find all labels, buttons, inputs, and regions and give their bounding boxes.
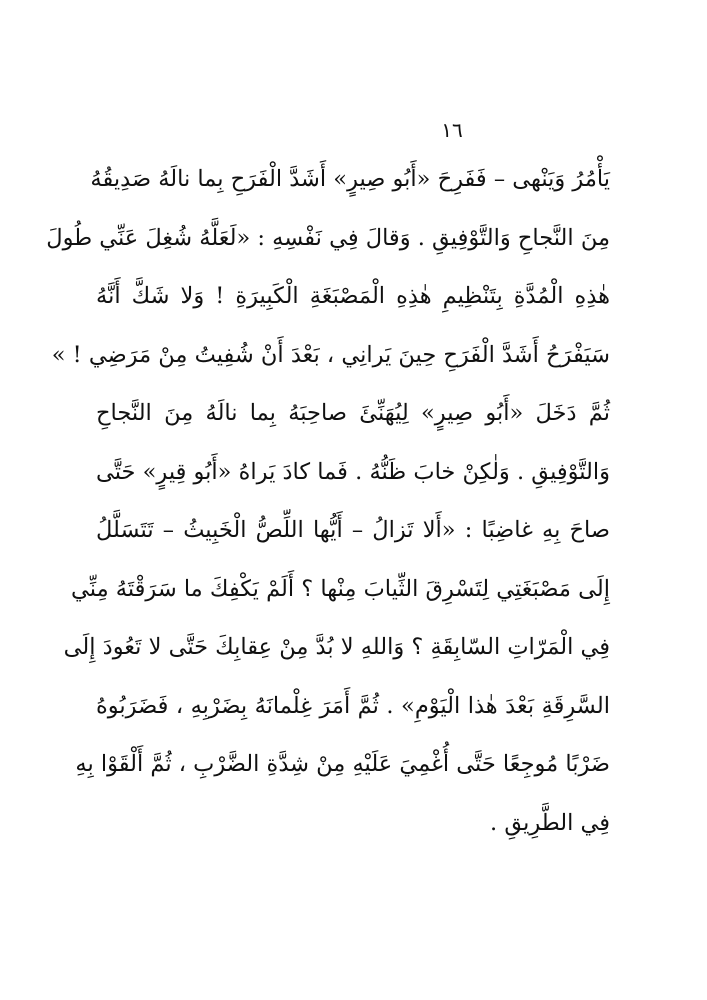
text-line: سَيَفْرَحُ أَشَدَّ الْفَرَحِ حِينَ يَرانِي ، بَعْدَ أَنْ شُفِيتُ مِنْ مَرَضِي ! » bbox=[51, 341, 610, 368]
text-line: مِنَ النَّجاحِ وَالتَّوْفِيقِ . وَقالَ فِي نَفْسِهِ : «لَعَلَّهُ شُغِلَ عَنِّي طُولَ bbox=[46, 224, 610, 251]
text-line: ضَرْبًا مُوجِعًا حَتَّى أُغْمِيَ عَلَيْهِ مِنْ شِدَّةِ الضَّرْبِ ، ثُمَّ أَلْقَوْا بِهِ bbox=[75, 751, 610, 777]
text-line: وَالتَّوْفِيقِ . وَلٰكِنْ خابَ ظَنُّهُ . فَما كادَ يَراهُ «أَبُو قِيرٍ» حَتَّى bbox=[96, 458, 610, 485]
text-line: صاحَ بِهِ غاضِبًا : «أَلا تَزالُ – أَيُّها اللِّصُّ الْخَبِيثُ – تَتَسَلَّلُ bbox=[96, 517, 610, 543]
text-line: هٰذِهِ الْمُدَّةِ بِتَنْظِيمِ هٰذِهِ الْمَصْبَغَةِ الْكَبِيرَةِ ! وَلا شَكَّ أَنَّهُ bbox=[96, 283, 610, 309]
text-line: إِلَى مَصْبَغَتِي لِتَسْرِقَ الثِّيابَ مِنْها ؟ أَلَمْ يَكْفِكَ ما سَرَقْتَهُ مِنِّي bbox=[71, 575, 610, 602]
page-number: ١٦ bbox=[441, 118, 463, 142]
body-text bbox=[46, 150, 610, 852]
text-line: فِي الْمَرّاتِ السّابِقَةِ ؟ وَاللهِ لا بُدَّ مِنْ عِقابِكَ حَتَّى لا تَعُودَ إِلَى bbox=[63, 634, 610, 660]
text-line: فِي الطَّرِيقِ . bbox=[490, 809, 610, 836]
text-line: السَّرِقَةِ بَعْدَ هٰذا الْيَوْمِ» . ثُمَّ أَمَرَ غِلْمانَهُ بِضَرْبِهِ ، فَضَرَبُوهُ bbox=[96, 692, 610, 719]
text-line: يَأْمُرُ وَيَنْهى – فَفَرِحَ «أَبُو صِيرٍ» أَشَدَّ الْفَرَحِ بِما نالَهُ صَدِيقُهُ bbox=[90, 166, 610, 192]
text-line: ثُمَّ دَخَلَ «أَبُو صِيرٍ» لِيُهَنِّئَ صاحِبَهُ بِما نالَهُ مِنَ النَّجاحِ bbox=[96, 400, 610, 426]
